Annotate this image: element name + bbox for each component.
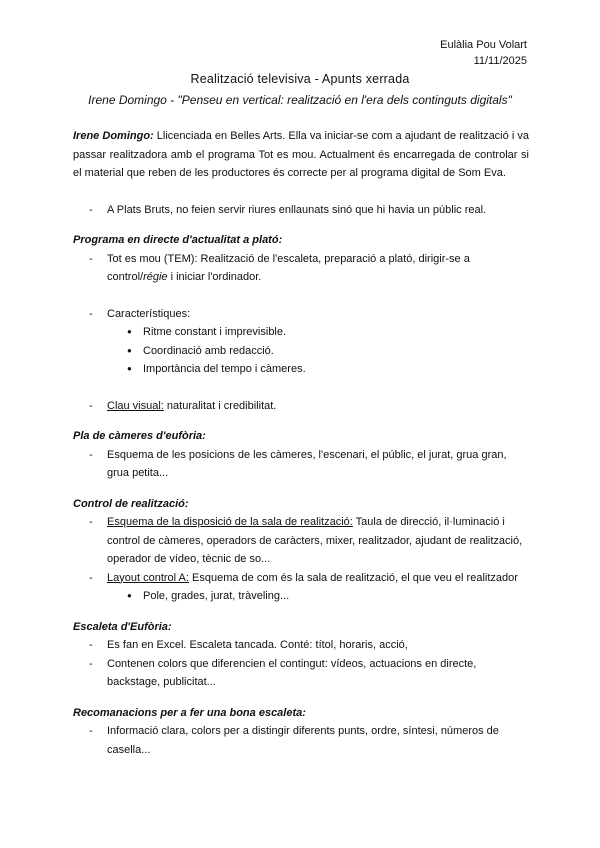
list-item	[73, 397, 529, 416]
document-date: 11/11/2025	[473, 55, 527, 67]
list-item	[73, 513, 529, 569]
list-item: - Es fan en Excel. Escaleta tancada. Conté: títol, horaris, acció,	[73, 636, 529, 655]
list-item: - Esquema de les posicions de les càmeres, l'escenari, el públic, el jurat, grua gran, grua petita...	[73, 446, 529, 483]
document-title: Realització televisiva - Apunts xerrada	[190, 72, 410, 86]
list-item	[73, 250, 529, 287]
intro-name: Irene Domingo:	[73, 130, 154, 142]
sala-label: Esquema de la disposició de la sala de realització:	[107, 516, 353, 528]
section-heading-pla: Pla de càmeres d'eufòria:	[73, 430, 206, 442]
programa-list	[73, 250, 529, 287]
list-item-text: Tot es mou (TEM): Realització de l'escaleta, preparació a plató, dirigir-se a control/	[107, 252, 470, 283]
caracteristiques-list	[73, 305, 529, 324]
clau-visual-label: Clau visual:	[107, 399, 164, 412]
layout-text: Esquema de com és la sala de realització, el que veu el realitzador	[188, 571, 518, 584]
document-body	[73, 127, 529, 759]
clau-visual-text: naturalitat i credibilitat.	[163, 399, 277, 412]
escaleta-list	[73, 636, 529, 692]
intro-paragraph	[73, 127, 529, 183]
sala-text: Taula de direcció, il·luminació i control de càmeres, operadors de caràcters, mixer, realitzador, ajudant de realització, operador de vídeo, tècnic de so...	[107, 516, 523, 565]
section-heading-recomanacions: Recomanacions per a fer una bona escaleta:	[73, 706, 306, 719]
list-item: - A Plats Bruts, no feien servir riures enllaunats sinó que hi havia un públic real.	[73, 201, 529, 220]
intro-text: Llicenciada en Belles Arts. Ella va iniciar-se com a ajudant de realització i va passar realitzadora amb el programa Tot es mou. Actualment és encarregada de controlar si el material que reben de les productores és correcte per al programa digital de Som Eva.	[73, 130, 529, 179]
list-item: - Informació clara, colors per a distingir diferents punts, ordre, síntesi, números de casella...	[73, 722, 529, 759]
section-heading-programa: Programa en directe d'actualitat a plató:	[73, 234, 283, 246]
caracteristiques-bullets	[73, 323, 529, 379]
layout-label: Layout control A:	[107, 571, 189, 584]
regie-term: régie	[143, 271, 168, 283]
control-bullets	[73, 587, 529, 606]
list-item-text: i iniciar l'ordinador.	[167, 271, 262, 283]
author-name: Eulàlia Pou Volart	[440, 39, 527, 51]
list-item	[73, 569, 529, 588]
bullet-item: ● Importància del tempo i càmeres.	[73, 360, 529, 379]
clau-visual-list	[73, 397, 529, 416]
list-item: - Característiques:	[73, 305, 529, 324]
section-heading-escaleta: Escaleta d'Eufòria:	[73, 620, 172, 633]
control-list	[73, 513, 529, 587]
bullet-item: ● Pole, grades, jurat, tràveling...	[73, 587, 529, 606]
recomanacions-list	[73, 722, 529, 759]
header-block	[440, 37, 527, 69]
pla-list	[73, 446, 529, 483]
bullet-item: ● Coordinació amb redacció.	[73, 342, 529, 361]
list-item: - Contenen colors que diferencien el contingut: vídeos, actuacions en directe, backstage, publicitat...	[73, 655, 529, 692]
plats-bruts-list	[73, 201, 529, 220]
document-subtitle: Irene Domingo - "Penseu en vertical: realització en l'era dels continguts digitals"	[88, 93, 512, 107]
section-heading-control: Control de realització:	[73, 497, 189, 510]
bullet-item: ● Ritme constant i imprevisible.	[73, 323, 529, 342]
